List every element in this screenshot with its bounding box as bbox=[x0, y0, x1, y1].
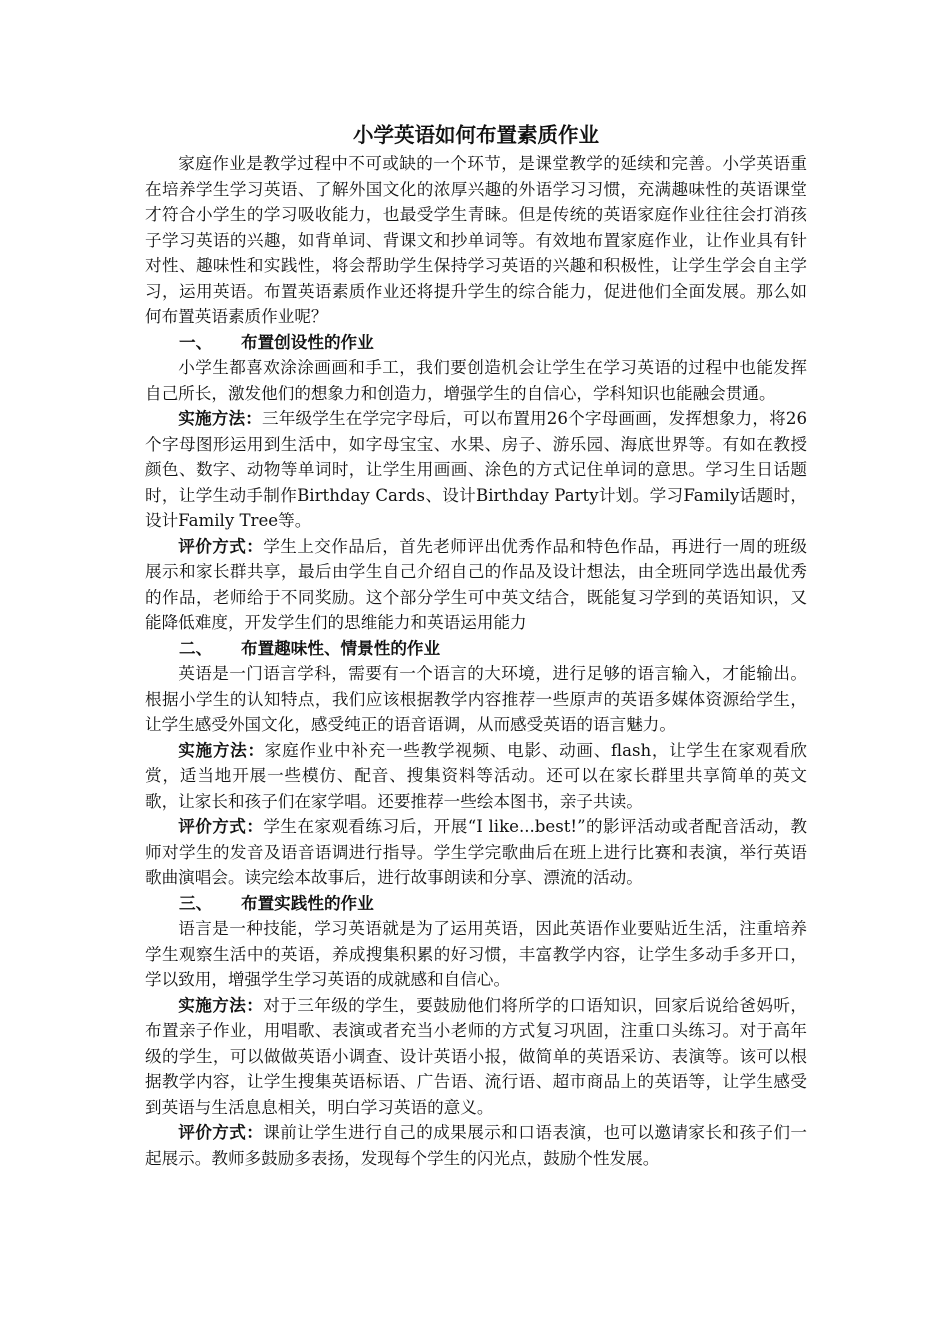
section-number: 一、 bbox=[179, 331, 213, 352]
method-label: 实施方法： bbox=[178, 408, 262, 428]
evaluation-paragraph bbox=[145, 534, 807, 636]
intro-paragraph: 家庭作业是教学过程中不可或缺的一个环节，是课堂教学的延续和完善。小学英语重在培养学生学习英语、了解外国文化的浓厚兴趣的外语学习习惯，充满趣味性的英语课堂才符合小学生的学习吸收能力，也最受学生青睐。但是传统的英语家庭作业往往会打消孩子学习英语的兴趣，如背单词、背课文和抄单词等。有效地布置家庭作业，让作业具有针对性、趣味性和实践性，将会帮助学生保持学习英语的兴趣和积极性，让学生学会自主学习，运用英语。布置英语素质作业还将提升学生的综合能力，促进他们全面发展。那么如何布置英语素质作业呢？ bbox=[145, 154, 807, 326]
section-intro-paragraph: 语言是一种技能，学习英语就是为了运用英语，因此英语作业要贴近生活，注重培养学生观察生活中的英语，养成搜集积累的好习惯，丰富教学内容，让学生多动手多开口，学以致用，增强学生学习英语的成就感和自信心。 bbox=[145, 919, 807, 989]
method-text: 家庭作业中补充一些教学视频、电影、动画、flash，让学生在家观看欣赏，适当地开展一些模仿、配音、搜集资料等活动。还可以在家长群里共享简单的英文歌，让家长和孩子们在家学唱。还要推荐一些绘本图书，亲子共读。 bbox=[145, 740, 808, 811]
evaluation-paragraph bbox=[145, 1120, 807, 1171]
section-number: 二、 bbox=[179, 637, 213, 658]
evaluation-paragraph bbox=[145, 814, 807, 891]
method-label: 实施方法： bbox=[178, 994, 264, 1015]
evaluation-label: 评价方式： bbox=[178, 1122, 264, 1142]
document-title: 小学英语如何布置素质作业 bbox=[353, 123, 599, 147]
method-paragraph bbox=[145, 993, 807, 1121]
evaluation-text: 学生上交作品后，首先老师评出优秀作品和特色作品，再进行一周的班级展示和家长群共享，最后由学生自己介绍自己的作品及设计想法，由全班同学选出最优秀的作品，老师给于不同奖励。这个部分学生可中英文结合，既能复习学到的英语知识，又能降低难度，开发学生们的思维能力和英语运用能力 bbox=[145, 536, 807, 632]
document-page bbox=[145, 120, 807, 1171]
evaluation-text: 学生在家观看练习后，开展“I like...best!”的影评活动或者配音活动，教师对学生的发音及语音语调进行指导。学生学完歌曲后在班上进行比赛和表演，举行英语歌曲演唱会。读完绘本故事后，进行故事朗读和分享、漂流的活动。 bbox=[145, 817, 808, 887]
section-title: 布置创设性的作业 bbox=[241, 331, 374, 352]
evaluation-text: 课前让学生进行自己的成果展示和口语表演，也可以邀请家长和孩子们一起展示。教师多鼓励多表扬，发现每个学生的闪光点，鼓励个性发展。 bbox=[145, 1123, 807, 1168]
section-number: 三、 bbox=[179, 892, 213, 913]
section-intro-paragraph: 英语是一门语言学科，需要有一个语言的大环境，进行足够的语言输入，才能输出。根据小学生的认知特点，我们应该根据教学内容推荐一些原声的英语多媒体资源给学生，让学生感受外国文化，感受纯正的语音语调，从而感受英语的语言魅力。 bbox=[145, 664, 807, 734]
evaluation-label: 评价方式： bbox=[178, 535, 264, 556]
method-paragraph bbox=[145, 738, 807, 815]
section-title: 布置实践性的作业 bbox=[241, 892, 374, 913]
section-heading-1 bbox=[145, 330, 807, 356]
method-label: 实施方法： bbox=[178, 739, 265, 760]
evaluation-label: 评价方式： bbox=[178, 816, 264, 836]
section-heading-2 bbox=[145, 636, 807, 662]
section-intro-paragraph: 小学生都喜欢涂涂画画和手工，我们要创造机会让学生在学习英语的过程中也能发挥自己所长，激发他们的想象力和创造力，增强学生的自信心，学科知识也能融会贯通。 bbox=[145, 358, 807, 403]
section-title: 布置趣味性、情景性的作业 bbox=[241, 637, 441, 658]
method-text: 三年级学生在学完字母后，可以布置用26个字母画画，发挥想象力，将26个字母图形运用到生活中，如字母宝宝、水果、房子、游乐园、海底世界等。有如在教授颜色、数字、动物等单词时，让学生用画画、涂色的方式记住单词的意思。学习生日话题时，让学生动手制作Birthday Cards、设计Birthday Party计划。学习Family话题时，设计Family Tree等。 bbox=[145, 409, 808, 530]
method-text: 对于三年级的学生，要鼓励他们将所学的口语知识，回家后说给爸妈听，布置亲子作业，用唱歌、表演或者充当小老师的方式复习巩固，注重口头练习。对于高年级的学生，可以做做英语小调查、设计英语小报，做简单的英语采访、表演等。该可以根据教学内容，让学生搜集英语标语、广告语、流行语、超市商品上的英语等，让学生感受到英语与生活息息相关，明白学习英语的意义。 bbox=[145, 995, 807, 1117]
method-paragraph bbox=[145, 406, 807, 534]
section-heading-3 bbox=[145, 891, 807, 917]
